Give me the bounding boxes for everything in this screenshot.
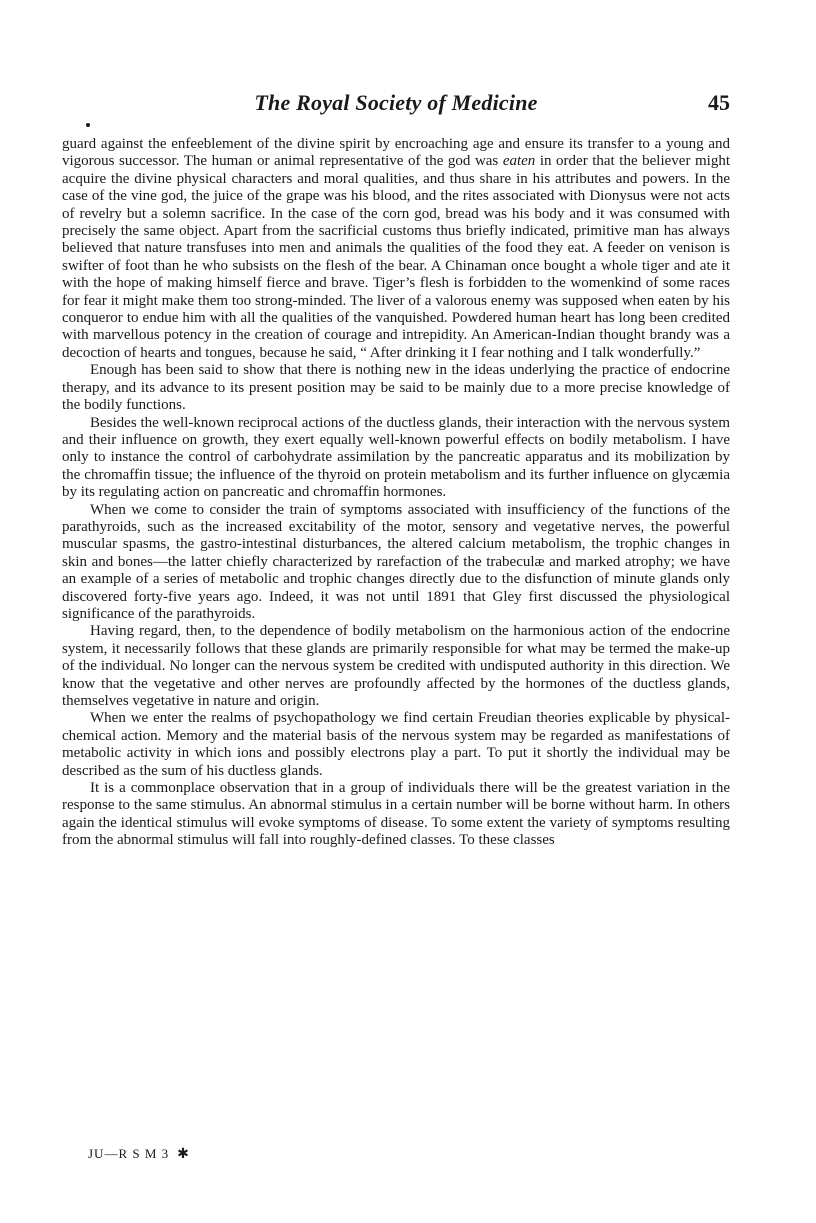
dot-mark [86,123,90,127]
paragraph [62,780,730,850]
paragraph [62,415,730,502]
running-title: The Royal Society of Medicine [254,90,538,115]
paragraph-text: When we come to consider the train of symptoms associated with insufficiency of the functions of the parathyroids, such as the increased excitability of the motor, sensory and vegetative nerves, the powerful muscular spasms, the gastro-intestinal disturbances, the altered calcium metabolism, the trophic changes in skin and bones—the latter chiefly characterized by rarefaction of the trabeculæ and marked atrophy; we have an example of a series of metabolic and trophic changes directly due to the disfunction of minute glands only discovered forty-five years ago. Indeed, it was not until 1891 that Gley first discussed the physiological significance of the parathyroids. [62,501,730,622]
paragraph-text: Besides the well-known reciprocal actions of the ductless glands, their interaction with the nervous system and their influence on growth, they exert equally well-known powerful effects on bodily metabolism. I have only to instance the control of carbohydrate assimilation by the pancreatic apparatus and its mobilization by the chromaffin tissue; the influence of the thyroid on protein metabolism and its further influence on glycæmia by its regulating action on pancreatic and chromaffin hormones. [62,414,730,501]
paragraph [62,710,730,780]
paragraph-text: Enough has been said to show that there is nothing new in the ideas underlying the practice of endocrine therapy, and its advance to its present position may be said to be mainly due to a more precise knowledge of the bodily functions. [62,362,730,414]
paragraph-text: When we enter the realms of psychopathology we find certain Freudian theories explicable by physical-chemical action. Memory and the material basis of the nervous system may be regarded as manifestations of metabolic activity in which ions and possibly electrons play a part. To put it shortly the individual may be described as the sum of his ductless glands. [62,710,730,779]
paragraph-text: in order that the believer might acquire the divine physical characters and moral qualities, and thus share in his attributes and powers. In the case of the vine god, the juice of the grape was his blood, and the rites associated with Dionysus were not acts of revelry but a solemn sacrifice. In the case of the corn god, bread was his body and it was consumed with precisely the same object. Apart from the sacrificial customs thus briefly indicated, primitive man has always believed that nature transfuses into men and animals the qualities of the food they eat. A feeder on venison is swifter of foot than he who subsists on the flesh of the bear. A Chinaman once bought a whole tiger and ate it with the hope of making himself fierce and brave. Tiger’s flesh is forbidden to the womenkind of some races for fear it might make them too strong-minded. The liver of a valorous enemy was supposed when eaten by his conqueror to endue him with all the qualities of the vanquished. Powdered human heart has long been credited with marvellous potency in the creation of courage and intrepidity. An American-Indian thought brandy was a decoction of hearts and tongues, because he said, “ After drinking it I fear nothing and I talk wonderfully.” [62,153,730,361]
paragraph [62,502,730,624]
paragraph-text: guard against the enfeeblement of the divine spirit by encroaching age and ensure its transfer to a young and vigorous successor. The human or animal representative of the god was [62,136,730,170]
paragraph-text: It is a commonplace observation that in a group of individuals there will be the greatest variation in the response to the same stimulus. An abnormal stimulus in a certain number will be borne without harm. In others again the identical stimulus will evoke symptoms of disease. To some extent the variety of symptoms resulting from the abnormal stimulus will fall into roughly-defined classes. To these classes [62,780,730,849]
body-text [62,136,730,850]
paragraph [62,136,730,362]
paragraph-text: Having regard, then, to the dependence of bodily metabolism on the harmonious action of the endocrine system, it necessarily follows that these glands are primarily responsible for what may be termed the make-up of the individual. No longer can the nervous system be credited with undisputed authority in this direction. We know that the vegetative and other nerves are profoundly affected by the hormones of the ductless glands, themselves vegetative in nature and origin. [62,623,730,709]
italic-text: eaten [502,153,536,170]
running-head [62,90,730,122]
paragraph [62,623,730,710]
footer-signature [88,1146,190,1163]
asterisk-mark: ✱ [177,1147,190,1162]
paragraph [62,362,730,414]
signature-text: JU—R S M 3 [88,1146,170,1161]
page-number: 45 [708,90,730,115]
